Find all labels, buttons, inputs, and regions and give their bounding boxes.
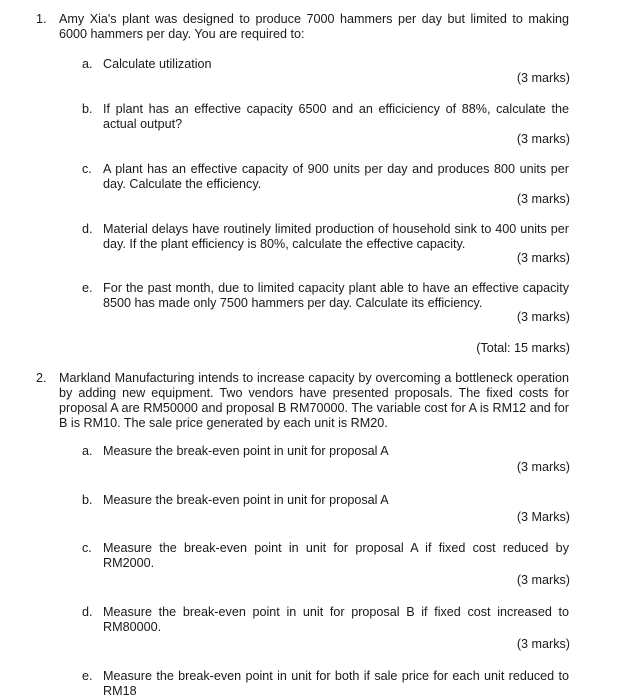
q1e-marks: (3 marks) [516,310,570,324]
q2a-marks: (3 marks) [516,460,570,474]
q1-number: 1. [36,12,47,26]
q1-total: (Total: 15 marks) [476,341,570,355]
q1a-marks: (3 marks) [516,71,570,85]
q1b-label: b. [82,102,93,116]
q2d-label: d. [82,605,93,619]
q1e-text: For the past month, due to limited capacity plant able to have an effective capacity 8500 has made only 7500 hammers per day. Calculate its efficiency. [103,281,569,310]
q2c-text: Measure the break-even point in unit for proposal A if fixed cost reduced by RM2000. [103,541,569,570]
q2b-marks: (3 Marks) [516,510,570,524]
q2-text: Markland Manufacturing intends to increase capacity by overcoming a bottleneck operation by adding new equipment. Two vendors have presented proposals. The fixed costs for proposal A are RM50000 and proposal B RM70000. The variable cost for A is RM12 and for B is RM10. The sale price generated by each unit is RM20. [59,371,569,430]
q1d-label: d. [82,222,93,236]
q1-text-line2: 6000 hammers per day. You are required to: [59,27,305,41]
q2e-text: Measure the break-even point in unit for both if sale price for each unit reduced to RM18 [103,669,569,698]
q1c-marks: (3 marks) [516,192,570,206]
q1b-text: If plant has an effective capacity 6500 and an efficiciency of 88%, calculate the actual output? [103,102,569,131]
q1c-label: c. [82,162,92,176]
q2d-text: Measure the break-even point in unit for proposal B if fixed cost increased to RM80000. [103,605,569,634]
q2-number: 2. [36,371,47,385]
q1d-marks: (3 marks) [516,251,570,265]
q2d-marks: (3 marks) [516,637,570,651]
q1e-label: e. [82,281,93,295]
q1a-label: a. [82,57,93,71]
q2c-label: c. [82,541,92,555]
q1d-text: Material delays have routinely limited production of household sink to 400 units per day. If the plant efficiency is 80%, calculate the effective capacity. [103,222,569,251]
q2b-text: Measure the break-even point in unit for proposal A [103,493,389,507]
q2a-label: a. [82,444,93,458]
q2a-text: Measure the break-even point in unit for proposal A [103,444,389,458]
q2c-marks: (3 marks) [516,573,570,587]
q1-text-line1: Amy Xia's plant was designed to produce 7000 hammers per day but limited to making [59,12,569,26]
q2b-label: b. [82,493,93,507]
q1-text [59,12,569,42]
q1c-text: A plant has an effective capacity of 900 units per day and produces 800 units per day. Calculate the efficiency. [103,162,569,191]
q1b-marks: (3 marks) [516,132,570,146]
q2e-label: e. [82,669,93,683]
q1a-text: Calculate utilization [103,57,212,71]
